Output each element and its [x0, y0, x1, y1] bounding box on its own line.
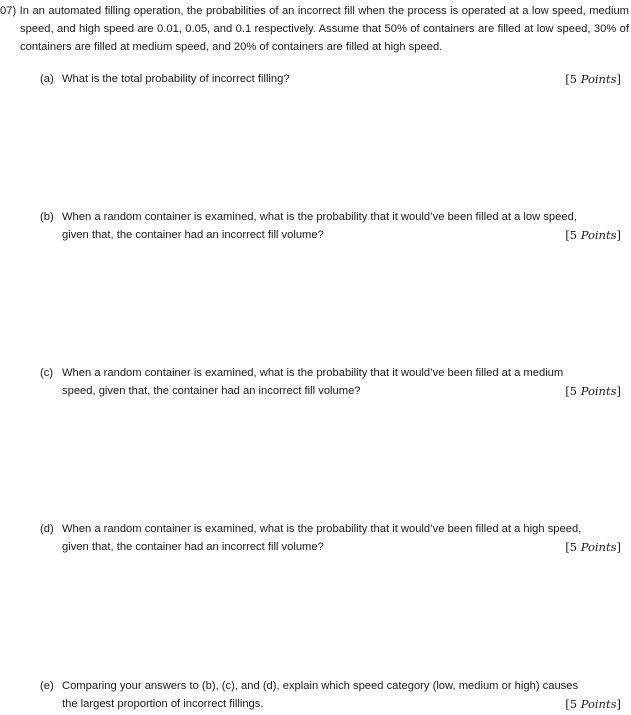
question-text-line2: given that, the container had an incorrect fill volume?: [62, 229, 324, 241]
question-text-line1: When a random container is examined, what is the probability that it would’ve been filled at a high speed,: [62, 523, 582, 535]
question-label: (a): [40, 73, 54, 85]
problem-statement: [0, 2, 629, 56]
problem-intro-text: In an automated filling operation, the probabilities of an incorrect fill when the process is operated at a low speed, medium speed, and high speed are 0.01, 0.05, and 0.1 respectively. Assume that 50% of containers are filled at low speed, 30% of containers are filled at medium speed, and 20% of containers are filled at high speed.: [19, 5, 630, 53]
question-text-line1: Comparing your answers to (b), (c), and (d), explain which speed category (low, medium or high) causes: [62, 680, 579, 692]
question-e: [40, 677, 621, 713]
question-b: [40, 208, 621, 244]
question-label: (c): [40, 367, 54, 379]
points-badge: [5 Points]: [565, 72, 621, 86]
points-badge: [5 Points]: [565, 697, 621, 711]
question-text-line2: the largest proportion of incorrect fillings.: [62, 698, 264, 710]
question-text-line2: given that, the container had an incorrect fill volume?: [62, 541, 324, 553]
question-text-line1: When a random container is examined, what is the probability that it would’ve been filled at a low speed,: [62, 211, 577, 223]
question-text-line1: When a random container is examined, what is the probability that it would’ve been filled at a medium: [62, 367, 564, 379]
points-badge: [5 Points]: [565, 540, 621, 554]
question-text: What is the total probability of incorrect filling?: [62, 73, 290, 85]
question-label: (b): [40, 211, 54, 223]
question-a: [40, 70, 621, 88]
problem-number: 07): [0, 5, 17, 17]
question-d: [40, 520, 621, 556]
question-text-line2: speed, given that, the container had an incorrect fill volume?: [62, 385, 361, 397]
question-c: [40, 364, 621, 400]
points-badge: [5 Points]: [565, 228, 621, 242]
question-label: (e): [40, 680, 54, 692]
question-label: (d): [40, 523, 54, 535]
points-badge: [5 Points]: [565, 384, 621, 398]
